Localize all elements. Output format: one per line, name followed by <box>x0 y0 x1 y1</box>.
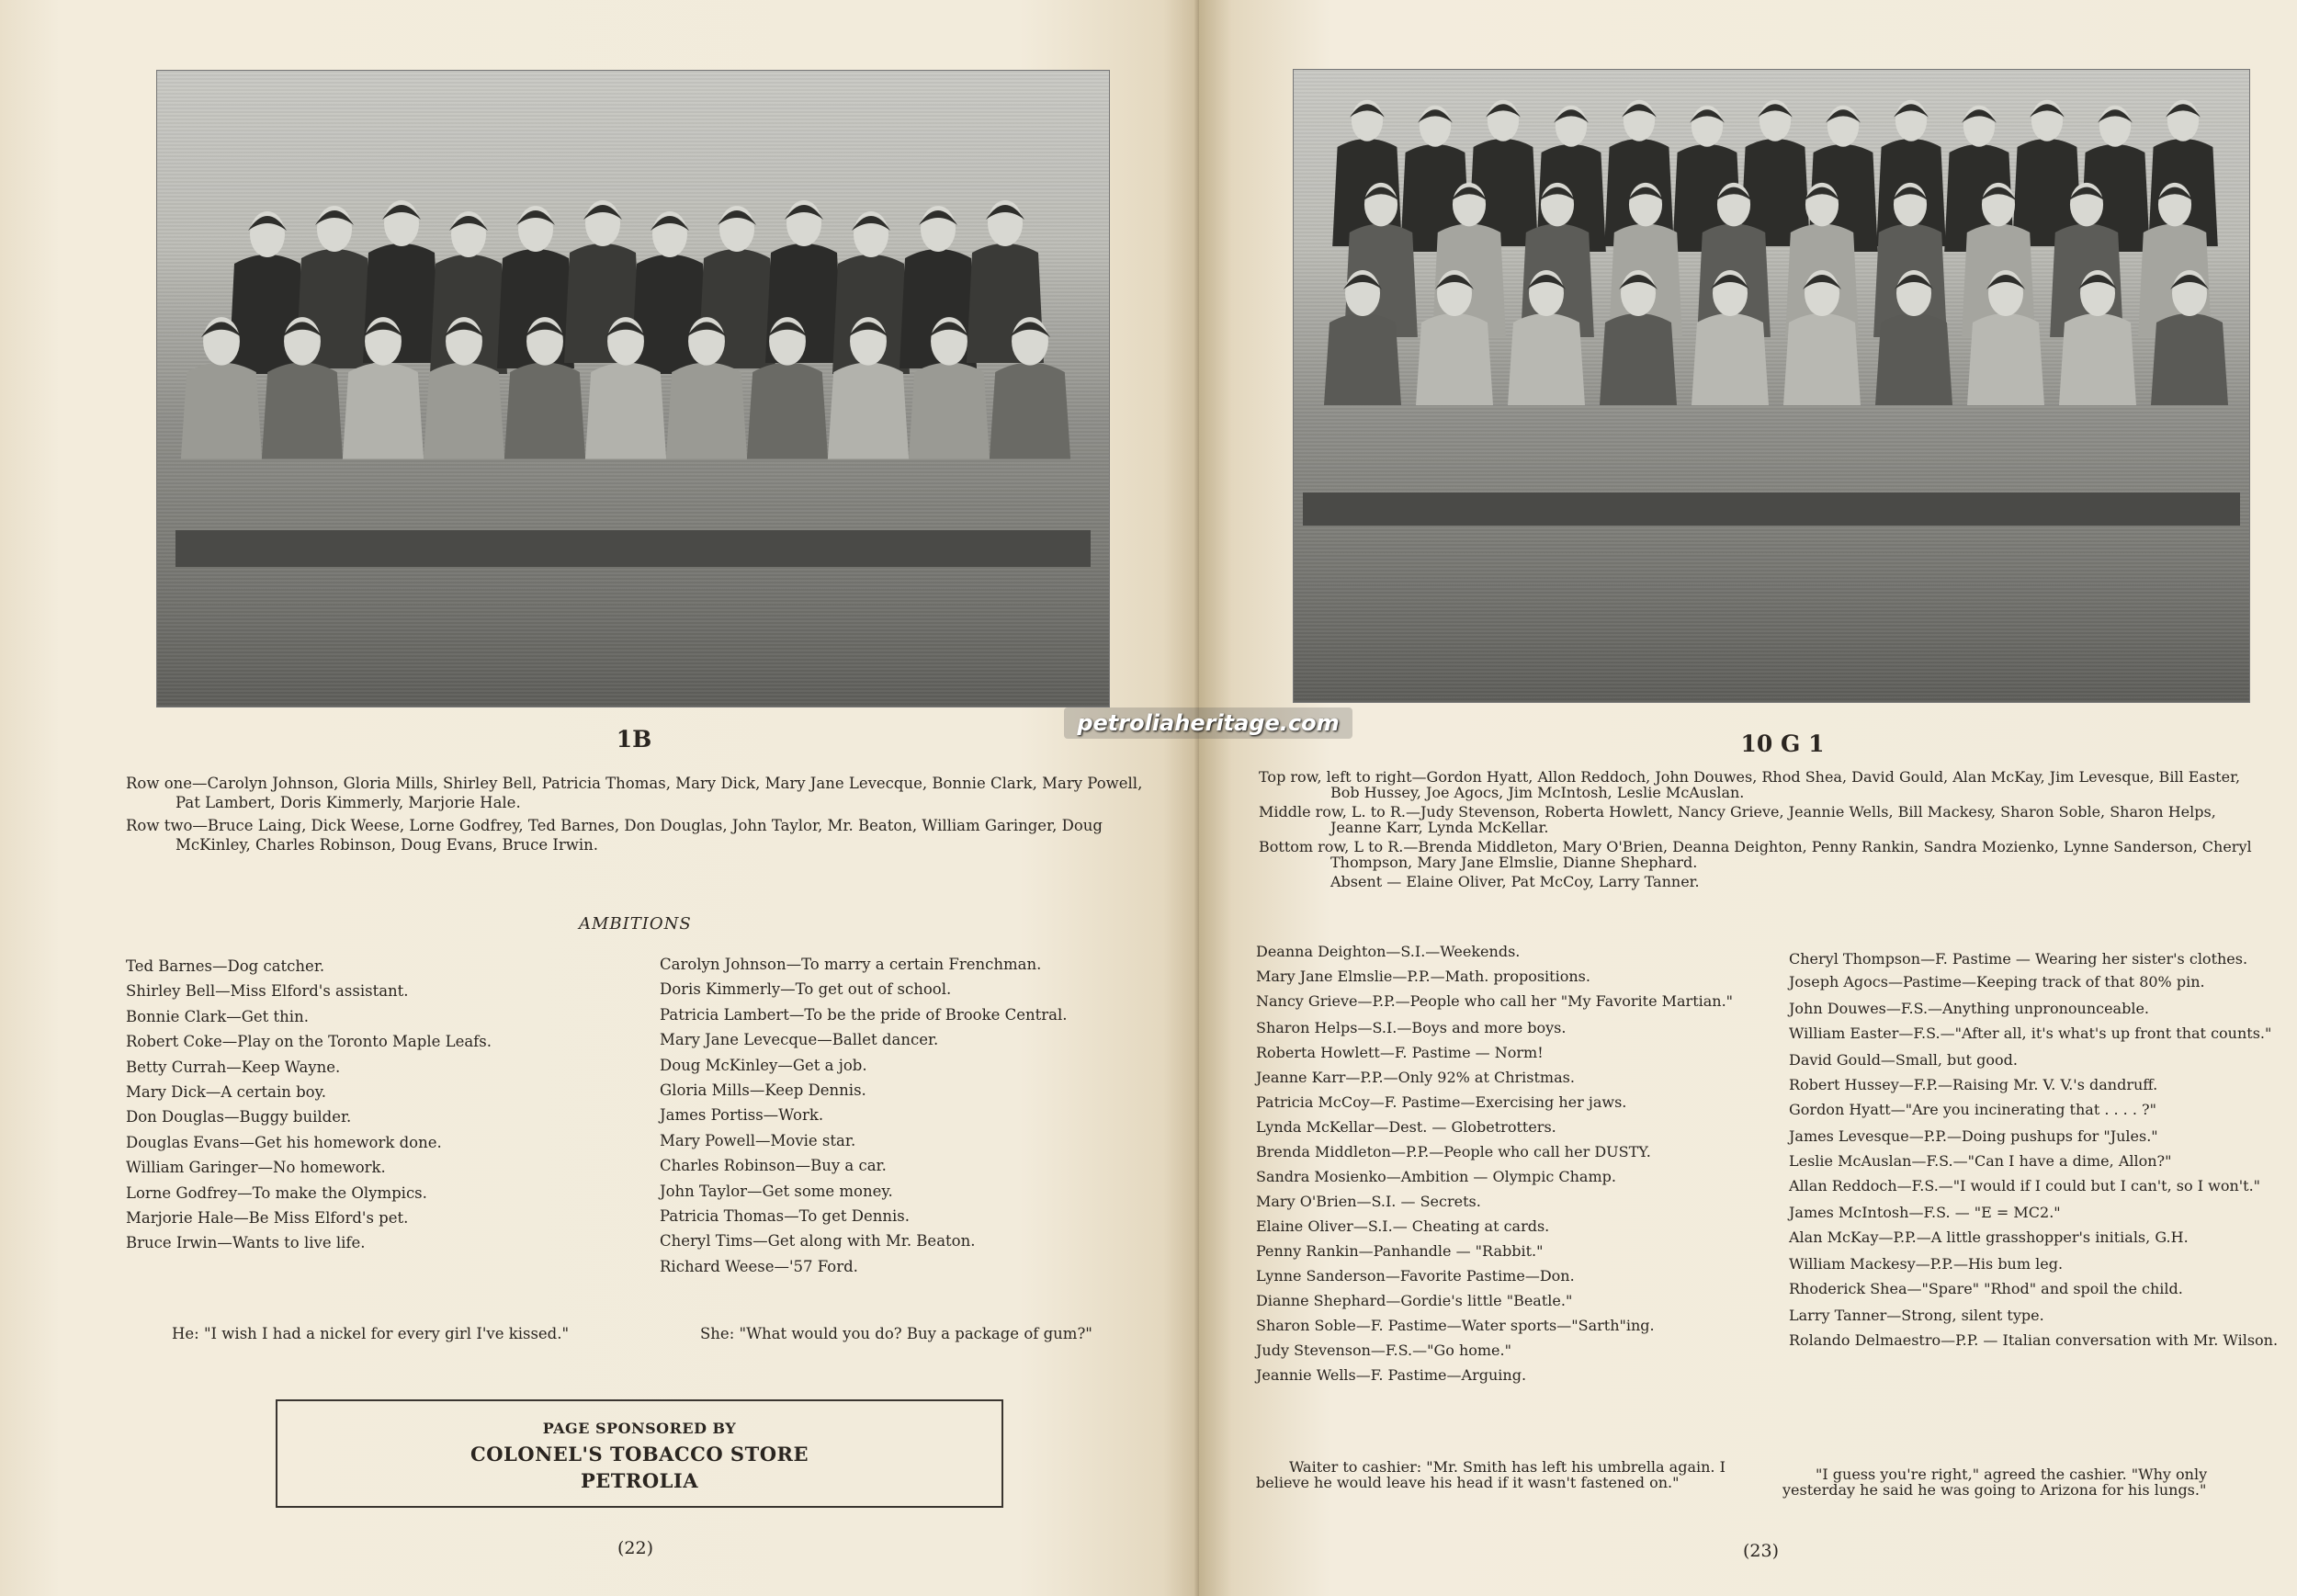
caption-middle-row: Middle row, L. to R.—Judy Stevenson, Roberta Howlett, Nancy Grieve, Jeannie Wells, Bill Mackesy, Sharon Soble, Sharon Helps, Jeanne Karr, Lynda McKellar. <box>1259 803 2216 836</box>
list-item: Ted Barnes—Dog catcher. <box>126 957 325 975</box>
person-silhouette <box>1332 100 1402 246</box>
list-item: Roberta Howlett—F. Pastime — Norm! <box>1256 1044 1544 1061</box>
list-item: Brenda Middleton—P.P.—People who call her DUSTY. <box>1256 1143 1651 1160</box>
list-item: Mary O'Brien—S.I. — Secrets. <box>1256 1193 1481 1210</box>
joke-waiter: Waiter to cashier: "Mr. Smith has left his umbrella again. I believe he would leave his head if it wasn't fastened on." <box>1256 1458 1726 1491</box>
list-item: David Gould—Small, but good. <box>1789 1051 2018 1069</box>
list-item: Lynda McKellar—Dest. — Globetrotters. <box>1256 1118 1556 1136</box>
student-list-left <box>1256 939 1752 1387</box>
list-item: Charles Robinson—Buy a car. <box>660 1157 887 1175</box>
list-item: Carolyn Johnson—To marry a certain Frenchman. <box>660 956 1042 973</box>
page-number-right: (23) <box>1743 1541 1780 1561</box>
caption-absent: Absent — Elaine Oliver, Pat McCoy, Larry Tanner. <box>1330 873 1700 890</box>
class-photo-1b <box>156 70 1110 707</box>
list-item: Dianne Shephard—Gordie's little "Beatle." <box>1256 1292 1573 1309</box>
list-item: John Taylor—Get some money. <box>660 1182 893 1200</box>
list-item: Mary Powell—Movie star. <box>660 1131 856 1149</box>
list-item: Don Douglas—Buggy builder. <box>126 1108 352 1126</box>
list-item: Richard Weese—'57 Ford. <box>660 1257 858 1275</box>
list-item: Sharon Helps—S.I.—Boys and more boys. <box>1256 1019 1567 1036</box>
list-item: Judy Stevenson—F.S.—"Go home." <box>1256 1341 1511 1359</box>
sponsor-line2: COLONEL'S TOBACCO STORE <box>470 1443 809 1466</box>
sponsor-line1: PAGE SPONSORED BY <box>542 1420 737 1437</box>
list-item: James McIntosh—F.S. — "E = MC2." <box>1789 1204 2061 1221</box>
list-item: William Mackesy—P.P.—His bum leg. <box>1789 1255 2064 1273</box>
joke-she: She: "What would you do? Buy a package of gum?" <box>700 1325 1092 1342</box>
ambitions-left-column <box>126 954 640 1256</box>
sponsor-box <box>276 1399 1003 1508</box>
list-item: Bonnie Clark—Get thin. <box>126 1007 309 1025</box>
photo-caption-right <box>1259 769 2269 893</box>
list-item: Deanna Deighton—S.I.—Weekends. <box>1256 943 1521 960</box>
list-item: William Easter—F.S.—"After all, it's what's up front that counts." <box>1789 1024 2272 1042</box>
list-item: Douglas Evans—Get his homework done. <box>126 1133 442 1151</box>
list-item: Sandra Mosienko—Ambition — Olympic Champ. <box>1256 1168 1616 1185</box>
class-heading: 1B <box>616 726 652 753</box>
sponsor-line3: PETROLIA <box>580 1469 699 1492</box>
list-item: Doris Kimmerly—To get out of school. <box>660 980 952 999</box>
list-item: James Portiss—Work. <box>660 1106 824 1125</box>
list-item: Alan McKay—P.P.—A little grasshopper's initials, G.H. <box>1789 1228 2189 1246</box>
person-silhouette <box>1740 100 1810 246</box>
list-item: Rolando Delmaestro—P.P. — Italian conversation with Mr. Wilson. <box>1789 1331 2279 1349</box>
list-item: Robert Hussey—F.P.—Raising Mr. V. V.'s dandruff. <box>1789 1076 2158 1093</box>
list-item: Mary Dick—A certain boy. <box>126 1083 326 1102</box>
list-item: William Garinger—No homework. <box>126 1159 386 1177</box>
joke-he: He: "I wish I had a nickel for every girl I've kissed." <box>172 1325 570 1342</box>
list-item: Larry Tanner—Strong, silent type. <box>1789 1307 2044 1324</box>
caption-top-row: Top row, left to right—Gordon Hyatt, Allon Reddoch, John Douwes, Rhod Shea, David Gould, Alan McKay, Jim Levesque, Bill Easter, Bob Hussey, Joe Agocs, Jim McIntosh, Leslie McAuslan. <box>1259 768 2241 801</box>
list-item: Lynne Sanderson—Favorite Pastime—Don. <box>1256 1267 1575 1285</box>
page-number-left: (22) <box>617 1538 654 1558</box>
list-item: Mary Jane Elmslie—P.P.—Math. propositions. <box>1256 968 1590 985</box>
bench <box>1303 492 2240 526</box>
person-silhouette <box>2148 100 2218 246</box>
list-item: John Douwes—F.S.—Anything unpronounceable. <box>1789 1000 2149 1017</box>
ambitions-right-column <box>660 952 1174 1279</box>
group-photo-figures <box>157 71 1109 707</box>
list-item: Mary Jane Levecque—Ballet dancer. <box>660 1031 939 1049</box>
student-list-right <box>1789 946 2285 1354</box>
list-item: Robert Coke—Play on the Toronto Maple Leafs. <box>126 1033 492 1051</box>
list-item: Jeannie Wells—F. Pastime—Arguing. <box>1256 1366 1527 1384</box>
list-item: Leslie McAuslan—F.S.—"Can I have a dime, Allon?" <box>1789 1152 2172 1170</box>
class-heading-right: 10 G 1 <box>1740 730 1825 757</box>
list-item: Lorne Godfrey—To make the Olympics. <box>126 1183 427 1202</box>
list-item: Cheryl Thompson—F. Pastime — Wearing her sister's clothes. <box>1789 950 2248 968</box>
person-silhouette <box>1468 100 1538 246</box>
list-item: Bruce Irwin—Wants to live life. <box>126 1234 366 1252</box>
caption-bottom-row: Bottom row, L to R.—Brenda Middleton, Mary O'Brien, Deanna Deighton, Penny Rankin, Sandra Mozienko, Lynne Sanderson, Cheryl Thompson, Mary Jane Elmslie, Dianne Shephard. <box>1259 838 2252 871</box>
list-item: Elaine Oliver—S.I.— Cheating at cards. <box>1256 1217 1550 1235</box>
list-item: Patricia Thomas—To get Dennis. <box>660 1207 910 1226</box>
right-page <box>1199 0 2297 1596</box>
class-photo-10g1 <box>1293 69 2250 703</box>
list-item: Gloria Mills—Keep Dennis. <box>660 1081 866 1100</box>
list-item: Joseph Agocs—Pastime—Keeping track of that 80% pin. <box>1789 973 2205 990</box>
watermark-site: petroliaheritage.com <box>1064 707 1352 739</box>
caption-row-one: Row one—Carolyn Johnson, Gloria Mills, Shirley Bell, Patricia Thomas, Mary Dick, Mary Jane Levecque, Bonnie Clark, Mary Powell, Pat Lambert, Doris Kimmerly, Marjorie Hale. <box>126 775 1143 811</box>
list-item: James Levesque—P.P.—Doing pushups for "Jules." <box>1789 1127 2158 1145</box>
bench <box>175 530 1091 567</box>
list-item: Doug McKinley—Get a job. <box>660 1056 867 1074</box>
list-item: Patricia Lambert—To be the pride of Brooke Central. <box>660 1005 1068 1024</box>
list-item: Jeanne Karr—P.P.—Only 92% at Christmas. <box>1256 1069 1575 1086</box>
photo-caption <box>126 774 1144 858</box>
caption-row-two: Row two—Bruce Laing, Dick Weese, Lorne Godfrey, Ted Barnes, Don Douglas, John Taylor, Mr. Beaton, William Garinger, Doug McKinley, Charles Robinson, Doug Evans, Bruce Irwin. <box>126 817 1103 854</box>
list-item: Allan Reddoch—F.S.—"I would if I could but I can't, so I won't." <box>1789 1177 2261 1194</box>
list-item: Sharon Soble—F. Pastime—Water sports—"Sarth"ing. <box>1256 1317 1655 1334</box>
list-item: Gordon Hyatt—"Are you incinerating that . . . . ?" <box>1789 1101 2156 1118</box>
ambitions-title: AMBITIONS <box>579 914 692 934</box>
list-item: Penny Rankin—Panhandle — "Rabbit." <box>1256 1242 1544 1260</box>
list-item: Cheryl Tims—Get along with Mr. Beaton. <box>660 1232 976 1251</box>
list-item: Rhoderick Shea—"Spare" "Rhod" and spoil the child. <box>1789 1280 2183 1297</box>
joke-cashier: "I guess you're right," agreed the cashier. "Why only yesterday he said he was going to Arizona for his lungs." <box>1782 1466 2208 1499</box>
list-item: Shirley Bell—Miss Elford's assistant. <box>126 982 409 1001</box>
list-item: Betty Currah—Keep Wayne. <box>126 1058 341 1076</box>
person-silhouette <box>2012 100 2082 246</box>
list-item: Patricia McCoy—F. Pastime—Exercising her jaws. <box>1256 1093 1627 1111</box>
list-item: Nancy Grieve—P.P.—People who call her "My Favorite Martian." <box>1256 992 1734 1010</box>
group-photo-figures-right <box>1294 70 2249 702</box>
list-item: Marjorie Hale—Be Miss Elford's pet. <box>126 1209 409 1228</box>
